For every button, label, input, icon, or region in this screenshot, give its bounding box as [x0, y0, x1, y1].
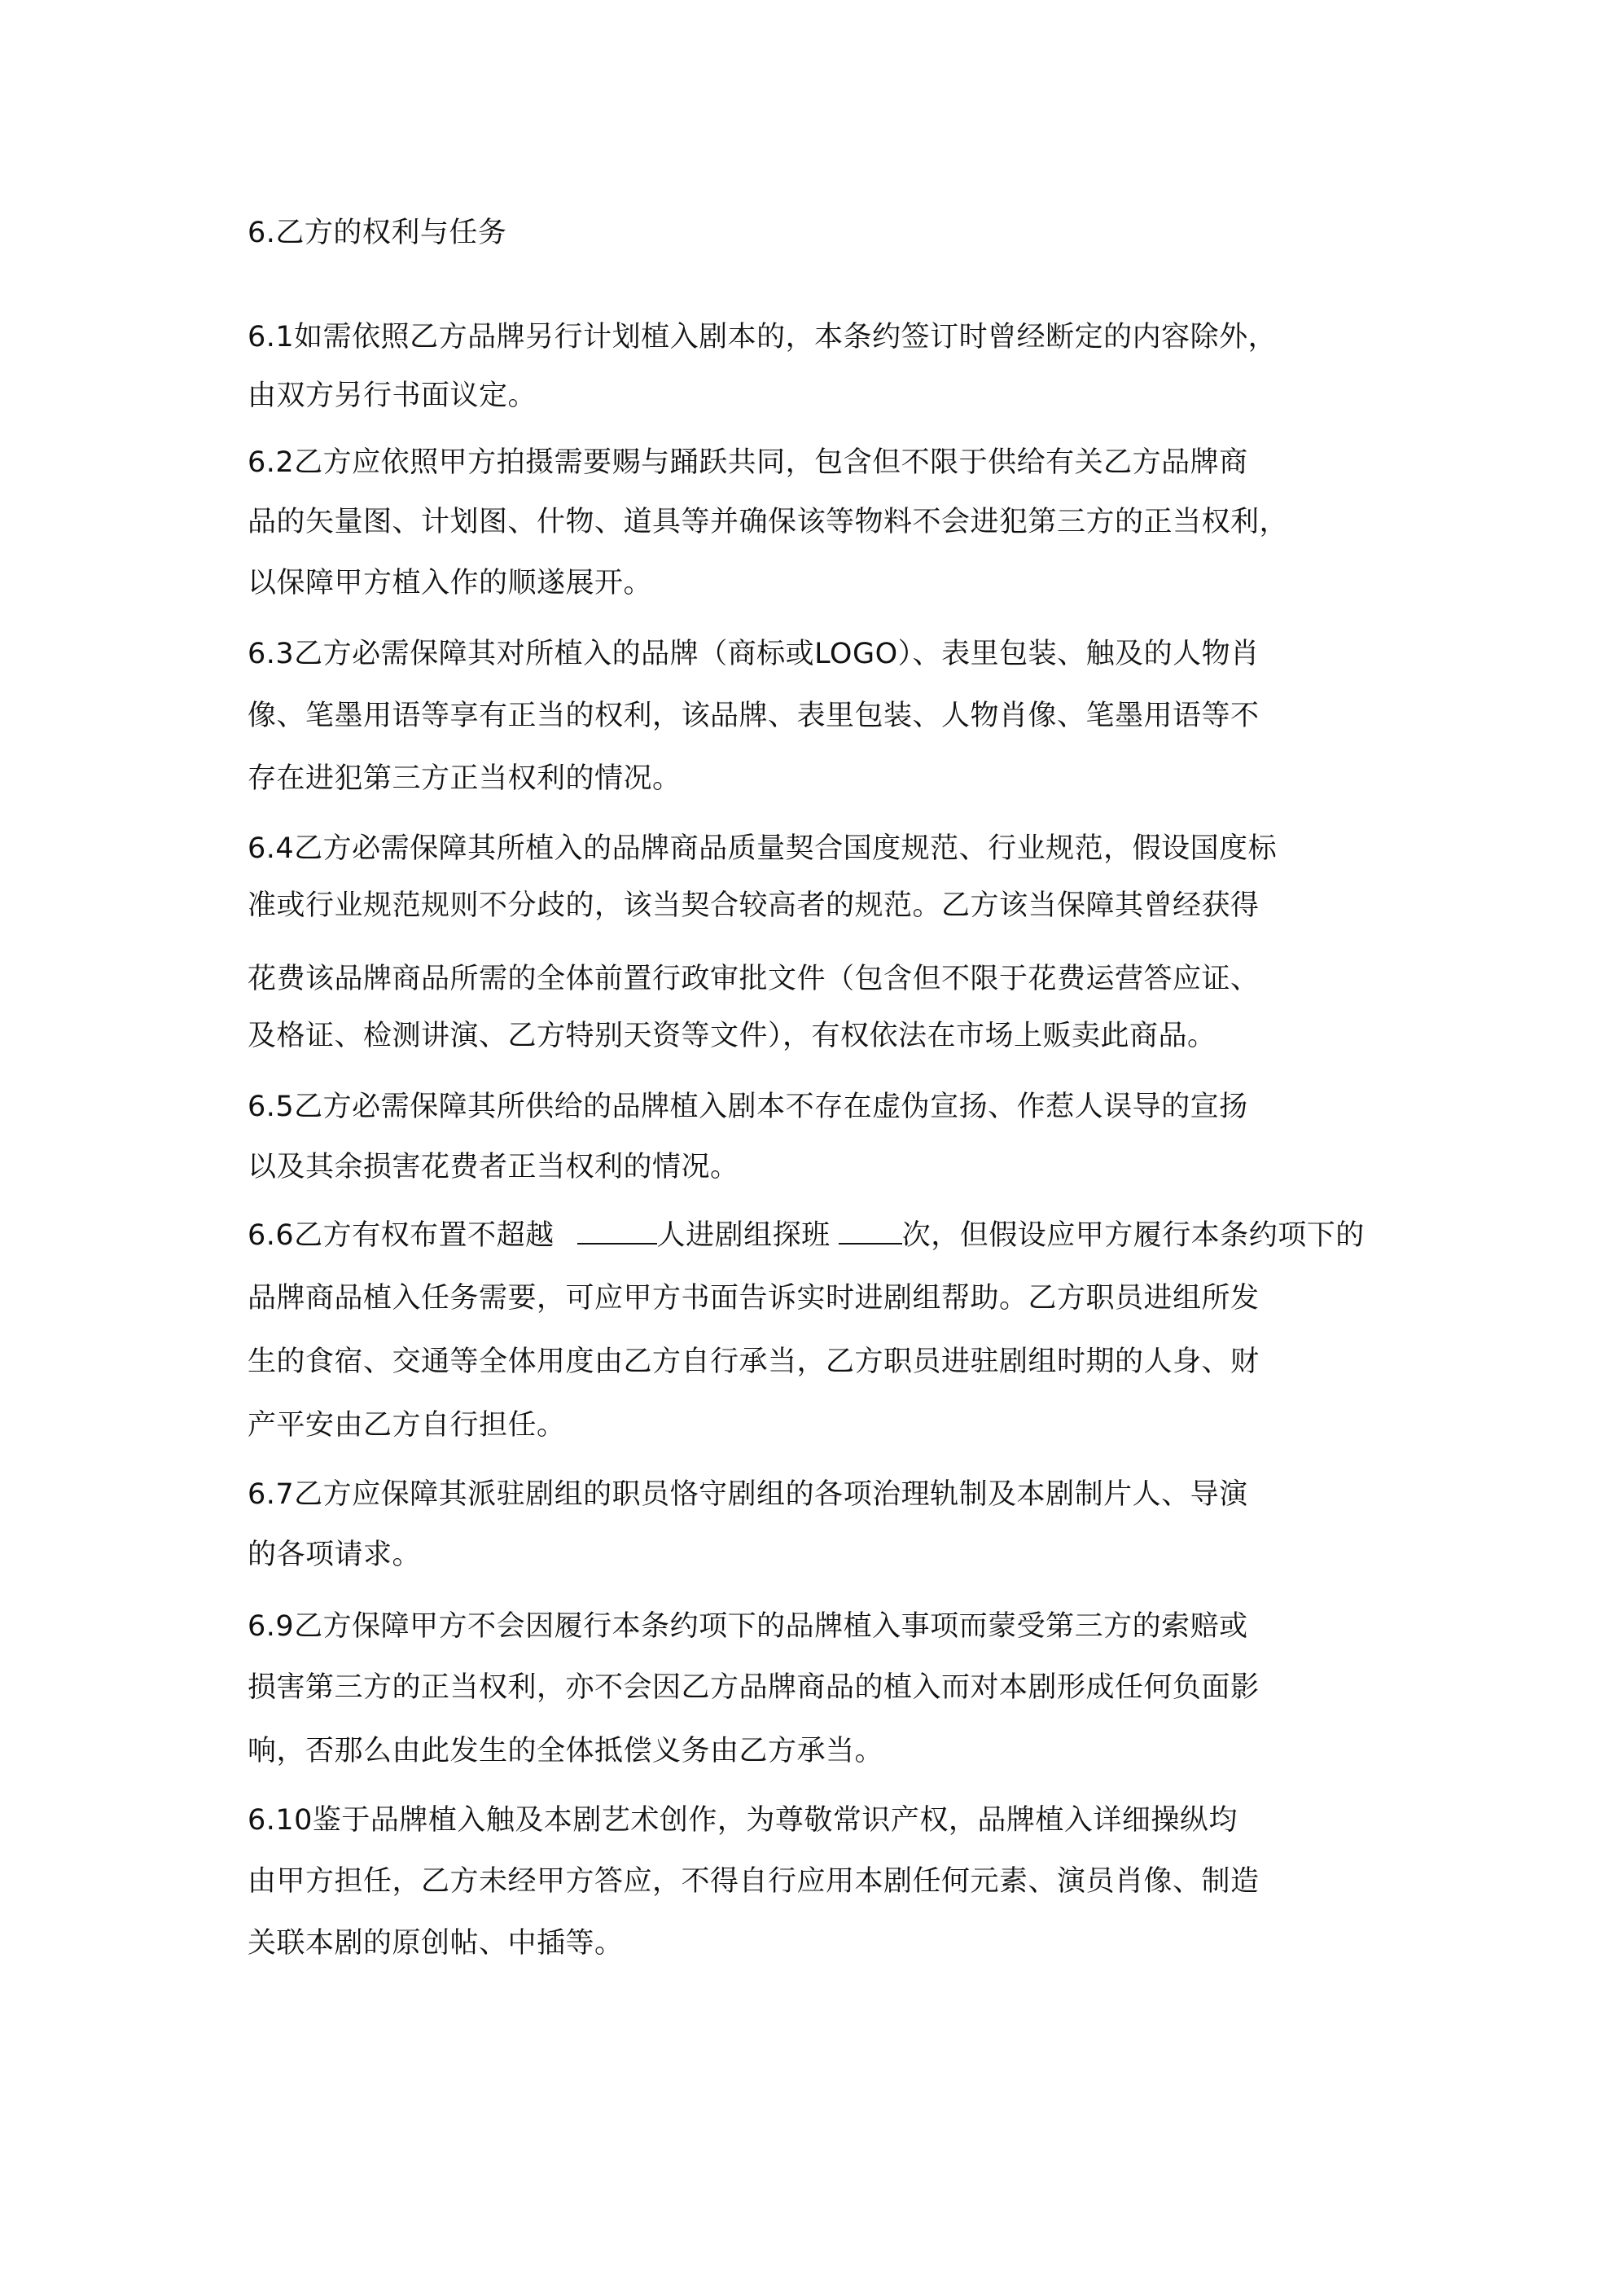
clause-6-10-line-2: 由甲方担任，乙方未经甲方答应，不得自行应用本剧任何元素、演员肖像、制造 — [248, 1865, 1260, 1898]
clause-6-6-line-4: 产平安由乙方自行担任。 — [248, 1409, 566, 1442]
clause-6-2-line-2: 品的矢量图、计划图、什物、道具等并确保该等物料不会进犯第三方的正当权利， — [248, 506, 1289, 538]
clause-6-6-text-c: 次，但假设应甲方履行本条约项下的 — [901, 1219, 1365, 1252]
clause-6-4-line-3: 花费该品牌商品所需的全体前置行政审批文件（包含但不限于花费运营答应证、 — [248, 963, 1260, 995]
clause-6-7-line-2: 的各项请求。 — [248, 1539, 422, 1571]
clause-6-9-line-2: 损害第三方的正当权利，亦不会因乙方品牌商品的植入而对本剧形成任何负面影 — [248, 1671, 1260, 1704]
clause-6-6-line-3: 生的食宿、交通等全体用度由乙方自行承当，乙方职员进驻剧组时期的人身、财 — [248, 1346, 1260, 1378]
visit-times-blank[interactable] — [839, 1218, 902, 1245]
clause-6-3-line-3: 存在进犯第三方正当权利的情况。 — [248, 762, 682, 795]
clause-6-4-line-2: 准或行业规范规则不分歧的，该当契合较高者的规范。乙方该当保障其曾经获得 — [248, 889, 1260, 922]
clause-6-1-line-2: 由双方另行书面议定。 — [248, 380, 537, 412]
clause-6-2-line-3: 以保障甲方植入作的顺遂展开。 — [248, 567, 653, 599]
clause-6-1-line-1: 6.1如需依照乙方品牌另行计划植入剧本的，本条约签订时曾经断定的内容除外， — [248, 321, 1278, 353]
section-heading: 6.乙方的权利与任务 — [248, 217, 507, 249]
clause-6-7-line-1: 6.7乙方应保障其派驻剧组的职员恪守剧组的各项治理轨制及本剧制片人、导演 — [248, 1478, 1248, 1511]
clause-6-10-line-1: 6.10鉴于品牌植入触及本剧艺术创作，为尊敬常识产权，品牌植入详细操纵均 — [248, 1804, 1238, 1837]
clause-6-3-line-1: 6.3乙方必需保障其对所植入的品牌（商标或LOGO）、表里包装、触及的人物肖 — [248, 638, 1260, 670]
visitor-count-blank[interactable] — [577, 1218, 657, 1245]
clause-6-9-line-3: 响，否那么由此发生的全体抵偿义务由乙方承当。 — [248, 1735, 884, 1767]
clause-6-6-line-1 — [248, 1218, 1365, 1253]
clause-6-4-line-1: 6.4乙方必需保障其所植入的品牌商品质量契合国度规范、行业规范，假设国度标 — [248, 832, 1278, 865]
clause-6-10-line-3: 关联本剧的原创帖、中插等。 — [248, 1927, 624, 1960]
clause-6-6-text-b: 人进剧组探班 — [656, 1219, 831, 1252]
clause-6-2-line-1: 6.2乙方应依照甲方拍摄需要赐与踊跃共同，包含但不限于供给有关乙方品牌商 — [248, 446, 1248, 479]
clause-6-4-line-4: 及格证、检测讲演、乙方特别天资等文件），有权依法在市场上贩卖此商品。 — [248, 1020, 1216, 1052]
clause-6-5-line-2: 以及其余损害花费者正当权利的情况。 — [248, 1151, 739, 1183]
clause-6-9-line-1: 6.9乙方保障甲方不会因履行本条约项下的品牌植入事项而蒙受第三方的索赔或 — [248, 1610, 1248, 1643]
clause-6-3-line-2: 像、笔墨用语等享有正当的权利，该品牌、表里包装、人物肖像、笔墨用语等不 — [248, 700, 1260, 732]
clause-6-5-line-1: 6.5乙方必需保障其所供给的品牌植入剧本不存在虚伪宣扬、作惹人误导的宣扬 — [248, 1091, 1248, 1123]
clause-6-6-text-a: 6.6乙方有权布置不超越 — [248, 1219, 555, 1252]
clause-6-6-line-2: 品牌商品植入任务需要，可应甲方书面告诉实时进剧组帮助。乙方职员进组所发 — [248, 1282, 1260, 1315]
